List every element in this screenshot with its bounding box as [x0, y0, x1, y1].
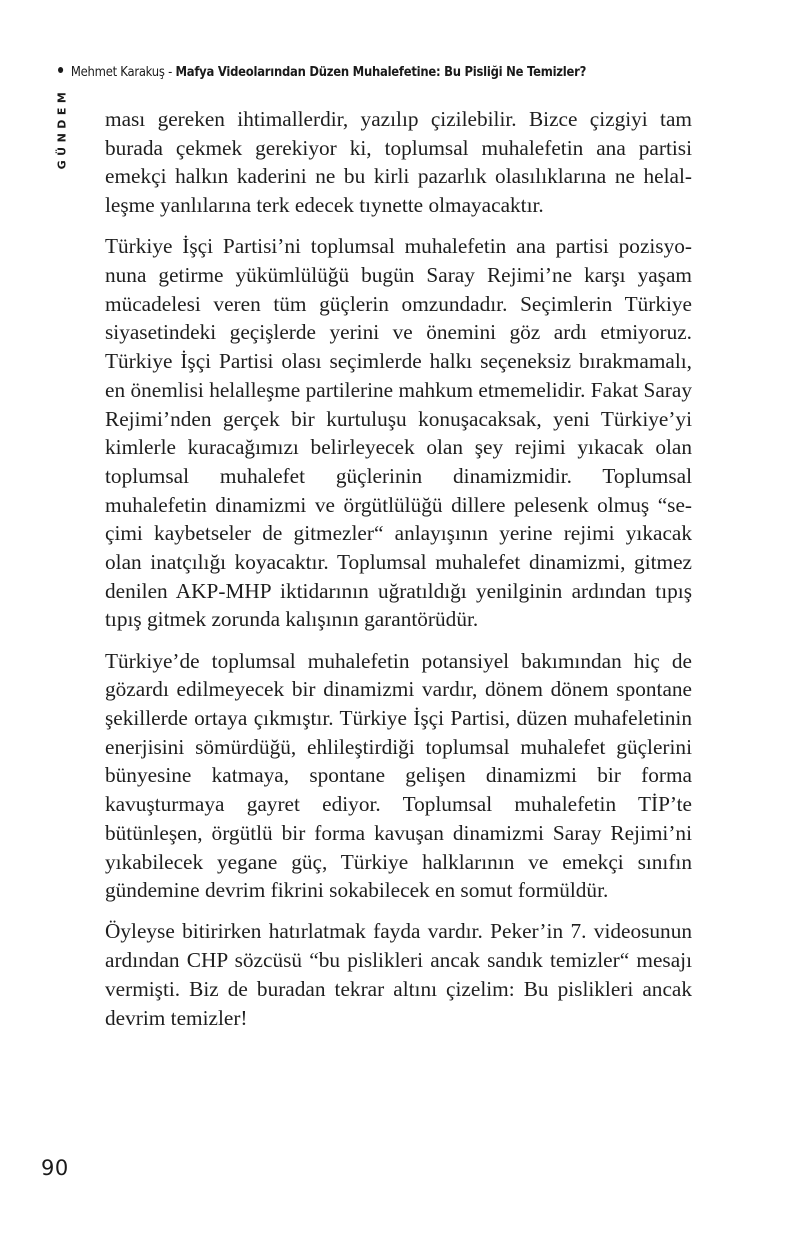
paragraph: Öyleyse bitirirken hatırlatmak fayda vardır. Peker’in 7. videosunun ardından CHP sözcüsü “bu pislikleri ancak sandık temizler“ mesajı vermişti. Biz de buradan tekrar altını çizelim: Bu pislikleri ancak devrim temizler!: [105, 919, 692, 1030]
paragraph: Türkiye’de toplumsal muhalefetin potansiyel bakımından hiç de gözardı edilmeyecek bir dinamizmi vardır, dönem dönem spontane şekillerde ortaya çıkmıştır. Türkiye İşçi Partisi, düzen muhafeletinin enerjisini sömürdüğü, ehlileştirdiği toplumsal muhalefet güçlerini bünyesine katmaya, spontane gelişen dinamizmi bir forma kavuşturmaya gayret ediyor. Toplumsal muhalefetin TİP’te bütünleşen, örgütlü bir forma kavuşan dinamizmi Saray Rejimi’ni yıkabilecek yegane güç, Türkiye halklarının ve emekçi sınıfın gündemine devrim fikrini sokabilecek en somut formüldür.: [105, 648, 692, 903]
article-body: [105, 105, 692, 1045]
page-number: 90: [41, 1156, 69, 1180]
header-author: Mehmet Karakuş: [70, 64, 165, 80]
header-article-title: Mafya Videolarından Düzen Muhalefetine: Bu Pisliği Ne Temizler?: [175, 64, 587, 80]
paragraph: Türkiye İşçi Partisi’ni toplumsal muhalefetin ana partisi pozisyonuna getirme yükümlülüğü bugün Saray Rejimi’ne karşı yaşam mücadelesi veren tüm güçlerin omzundadır. Seçimlerin Türkiye siyasetindeki geçişlerde yerini ve önemini göz ardı etmiyoruz. Türkiye İşçi Partisi olası seçimlerde halkı seçeneksiz bırakmamalı, en önemlisi helalleşme partilerine mahkum etmemelidir. Fakat Saray Rejimi’nden gerçek bir kurtuluşu konuşacaksak, yeni Türkiye’yi kimlerle kuracağımızı belirleyecek olan şey rejimi yıkacak olan toplumsal muhalefet güçlerinin dinamizmidir. Toplumsal muhalefetin dinamizmi ve örgütlülüğü dillere pelesenk olmuş “seçimi kaybetseler de gitmezler“ anlayışının yerine rejimi yıkacak olan inatçılığı koyacaktır. Toplumsal muhalefet dinamizmi, gitmez denilen AKP-MHP iktidarının uğratıldığı yenilginin ardından tıpış tıpış gitmek zorunda kalışının garantörüdür.: [105, 234, 692, 632]
running-header: [58, 64, 586, 80]
header-separator: -: [168, 64, 173, 80]
bullet-icon: [58, 67, 63, 73]
section-label-text: GÜNDEM: [55, 87, 69, 169]
paragraph: ması gereken ihtimallerdir, yazılıp çizilebilir. Bizce çizgiyi tam burada çekmek gerekiyor ki, toplumsal muhalefetin ana partisi emekçi halkın kaderini ne bu kirli pazarlık olasılıklarına ne helalleşme yanlılarına terk edecek tıynette olmayacaktır.: [105, 107, 692, 218]
section-label: [54, 88, 70, 168]
